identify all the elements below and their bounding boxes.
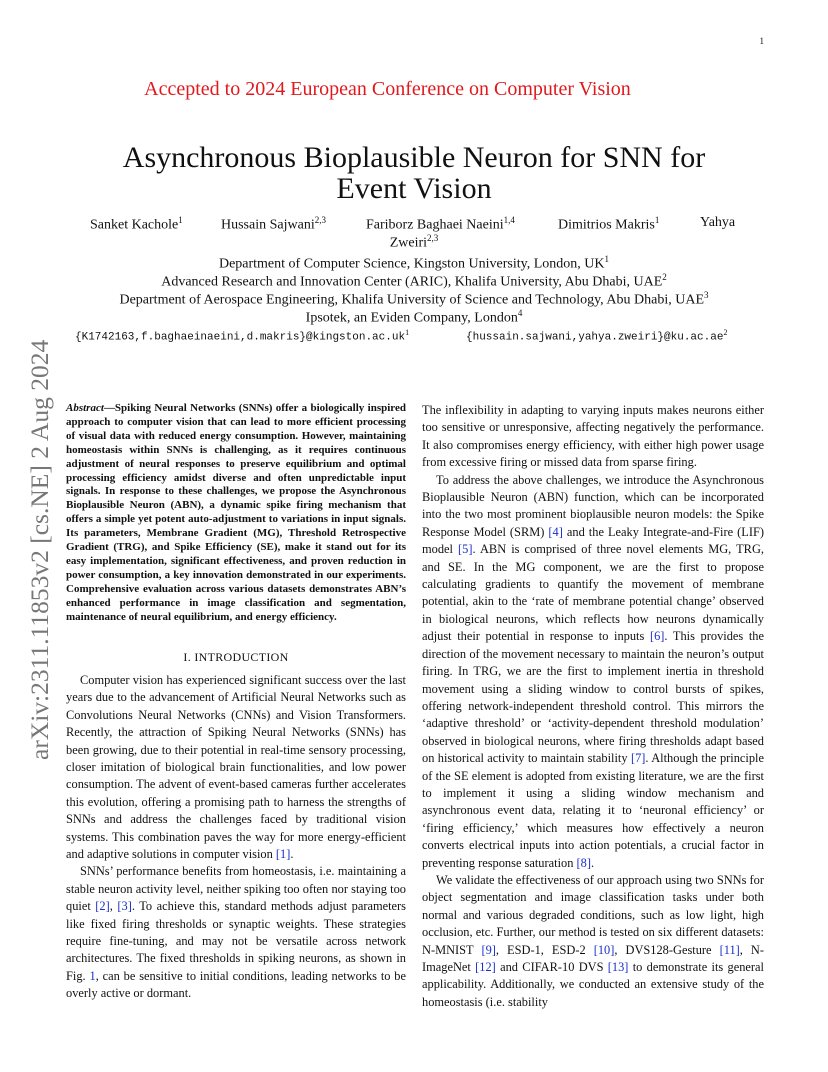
- citation-link[interactable]: [2]: [95, 899, 110, 914]
- citation-link[interactable]: [11]: [719, 942, 740, 957]
- author-5-last: Zweiri$^{2,3}$: [389, 233, 439, 251]
- author-1: Sanket Kachole$^1$: [90, 215, 183, 233]
- intro-paragraph-2: SNNs’ performance benefits from homeostasis, i.e. maintaining a stable neuron activity level, neither spiking too often nor staying too quiet [2], [3]. To achieve this, standard methods adjust parameters like fixed firing thresholds or synaptic weights. These strategies require fine-tuning, and may not be versatile across network architectures. The fixed thresholds in spiking neurons, as shown in Fig. 1, can be sensitive to initial conditions, leading networks to be overly active or dormant.: [66, 864, 406, 1001]
- citation-link[interactable]: [13]: [607, 960, 629, 974]
- citation-link[interactable]: [3]: [117, 899, 132, 914]
- figure-link[interactable]: 1: [89, 968, 96, 983]
- intro-paragraph-5: We validate the effectiveness of our approach using two SNNs for object segmentation and image classification tasks under both normal and various degraded conditions, such as low light, high occlusion, etc. Further, our method is tested on six different datasets: N-MNIST [9], ESD-1, ESD-2 [10], DVS128-Gesture [11], N-ImageNet [12] and CIFAR-10 DVS [13] to demonstrate its general applicability. Additionally, we conducted an extensive study of the homeostasis (i.e. stability: [422, 872, 764, 1009]
- affiliation-4: Ipsotek, an Eviden Company, London$^4$: [305, 308, 523, 326]
- citation-link[interactable]: [12]: [475, 960, 496, 974]
- arxiv-stamp-svg: [16, 290, 56, 760]
- citation-link[interactable]: [1]: [275, 846, 291, 861]
- title-line-1: Asynchronous Bioplausible Neuron for SNN for: [122, 141, 706, 174]
- citation-link[interactable]: [6]: [649, 629, 665, 644]
- citation-link[interactable]: [7]: [630, 751, 646, 766]
- author-3: Fariborz Baghaei Naeini$^{1,4}$: [366, 215, 515, 233]
- left-column: [66, 402, 406, 1003]
- citation-link[interactable]: [10]: [593, 942, 615, 957]
- author-5-first: Yahya: [700, 215, 736, 230]
- abstract-text: —Spiking Neural Networks (SNNs) offer a biologically inspired approach to computer vision that can lead to more efficient processing of visual data with reduced energy consumption. However, maintaining homeostasis within SNNs is challenging, as it requires continuous adjustment of neural responses to preserve equilibrium and optimal processing efficiency amidst diverse and often unpredictable input signals. In response to these challenges, we propose the Asynchronous Bioplausible Neuron (ABN), a dynamic spike firing mechanism that offers a simple yet potent auto-adjustment to variations in input signals. Its parameters, Membrane Gradient (MG), Threshold Retrospective Gradient (TRG), and Spike Efficiency (SE), make it stand out for its easy implementation, significant effectiveness, and proven reduction in power consumption, a key innovation demonstrated in our experiments. Comprehensive evaluation across various datasets demonstrates ABN’s enhanced performance in image classification and segmentation, maintenance of neural equilibrium, and energy efficiency.: [66, 402, 406, 623]
- page-number: 1: [759, 36, 764, 46]
- citation-link[interactable]: [9]: [481, 942, 496, 957]
- intro-paragraph-3: The inflexibility in adapting to varying inputs makes neurons either too sensitive or unresponsive, affecting negatively the performance. It also compromises energy efficiency, with either high power usage from excessive firing or missed data from sparse firing.: [422, 403, 764, 470]
- author-4: Dimitrios Makris$^1$: [558, 215, 660, 233]
- intro-paragraph-1: Computer vision has experienced significant success over the last years due to the advancement of Artificial Neural Networks such as Convolutions Neural Networks (CNNs) and Vision Transformers. Recently, the attraction of Spiking Neural Networks (SNNs) has been growing, due to their potential in real-time sensory processing, closer imitation of biological brain functionalities, and low power consumption. The advent of event-based cameras further accelerates this evolution, offering a promising path to harness the strengths of SNNs and address the challenges faced by traditional vision systems. This combination paves the way for more energy-efficient and adaptive solutions in computer vision [1].: [66, 672, 406, 861]
- arxiv-identifier-stamp[interactable]: [16, 290, 56, 760]
- email-ku[interactable]: $\{hussain.sajwani,yahya.zweiri\}@ku.ac.ae^2$: [466, 328, 728, 344]
- email-kingston[interactable]: $\{K1742163,f.baghaeinaeini,d.makris\}@kingston.ac.uk^1$: [75, 328, 410, 344]
- paper-title: [0, 142, 828, 204]
- arxiv-stamp-text: arXiv:2311.11853v2 [cs.NE] 2 Aug 2024: [25, 339, 54, 760]
- abstract: [66, 402, 406, 625]
- abstract-label: Abstract: [66, 402, 104, 414]
- affiliation-2: Advanced Research and Innovation Center (ARIC), Khalifa University, Abu Dhabi, UAE$^2$: [161, 272, 667, 290]
- right-column: [422, 402, 764, 1011]
- citation-link[interactable]: [8]: [576, 855, 591, 870]
- title-line-2: Event Vision: [336, 172, 492, 205]
- citation-link[interactable]: [5]: [458, 542, 473, 557]
- citation-link[interactable]: [4]: [548, 524, 563, 539]
- affiliation-3: Department of Aerospace Engineering, Khalifa University of Science and Technology, Abu Dhabi, UAE$^3$: [119, 290, 709, 308]
- section-heading-introduction: I. INTRODUCTION: [183, 649, 289, 664]
- author-2: Hussain Sajwani$^{2,3}$: [221, 215, 326, 233]
- affiliation-1: Department of Computer Science, Kingston University, London, $UK^1$: [218, 254, 610, 272]
- intro-paragraph-4: To address the above challenges, we introduce the Asynchronous Bioplausible Neuron (ABN) function, which can be incorporated into the two most prominent bioplausible neuron models: the Spike Response Model (SRM) [4] and the Leaky Integrate-and-Fire (LIF) model [5]. ABN is comprised of three novel elements MG, TRG, and SE. In the MG component, we are the first to propose calculating gradients to quantify the movement of membrane potential, akin to the ‘rate of membrane potential change’ observed in biological neurons, which reflects how neurons dynamically adjust their potential in response to inputs [6]. This provides the direction of the movement necessary to maintain the neuron’s output firing. In TRG, we are the first to implement inertia in threshold movement using a sliding window to control bursts of spikes, offering network-independent threshold control. This mirrors the ‘adaptive threshold’ or ‘activity-dependent threshold modulation’ observed in biological neurons, where firing thresholds adapt based on historical activity to maintain stability [7]. Although the principle of the SE element is adopted from existing literature, we are the first to implement it using a sliding window mechanism and asynchronous event data, relating it to ‘neuronal efficiency’ or ‘firing efficiency,’ which measures how effectively a neuron converts electrical inputs into action potentials, a crucial factor in preventing response saturation [8].: [422, 472, 764, 870]
- conference-acceptance-note: Accepted to 2024 European Conference on Computer Vision: [144, 78, 631, 100]
